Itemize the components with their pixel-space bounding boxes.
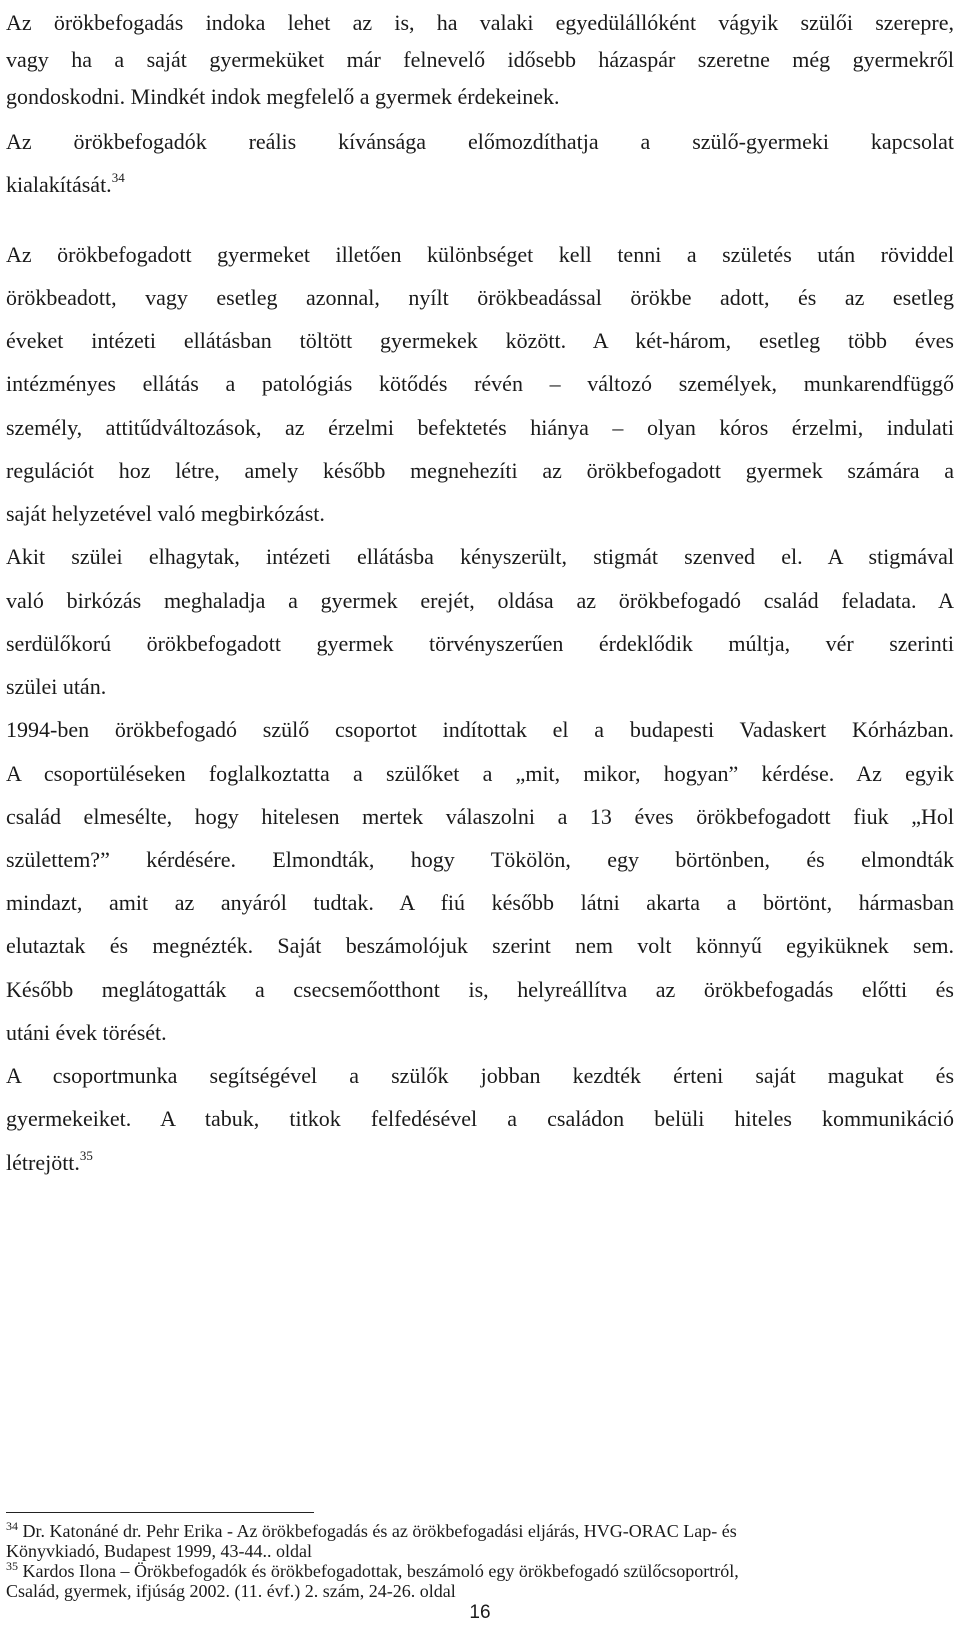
body-text-line: A csoportüléseken foglalkoztatta a szülőket a „mit, mikor, hogyan” kérdése. Az egyik [6,761,954,786]
body-text-line [6,172,954,198]
footnote-reference: 35 [79,1150,93,1163]
body-text-line: éveket intézeti ellátásban töltött gyermekek között. A két-három, esetleg több éves [6,328,954,353]
body-text-line: elutaztak és megnézték. Saját beszámolójuk szerint nem volt könnyű egyiküknek sem. [6,933,954,958]
body-text-line: saját helyzetével való megbirkózást. [6,501,325,526]
footnote-separator [6,1512,314,1513]
body-text-line: Az örökbefogadás indoka lehet az is, ha valaki egyedülállóként vágyik szülői szerepre, [6,10,954,35]
body-text-line: 1994-ben örökbefogadó szülő csoportot indítottak el a budapesti Vadaskert Kórházban. [6,717,954,742]
body-text-line: gyermekeiket. A tabuk, titkok felfedésével a családon belüli hiteles kommunikáció [6,1106,954,1131]
body-text-line: A csoportmunka segítségével a szülők jobban kezdték érteni saját magukat és [6,1063,954,1088]
body-text-line: gondoskodni. Mindkét indok megfelelő a gyermek érdekeinek. [6,84,560,109]
footnote-reference: 34 [111,172,125,185]
body-text-line: serdülőkorú örökbefogadott gyermek törvényszerűen érdeklődik múltja, vér szerinti [6,631,954,656]
footnote-text: Kardos Ilona – Örökbefogadók és örökbefogadottak, beszámoló egy örökbefogadó szülőcsoportról, [22,1561,739,1581]
body-text-line: szülei után. [6,674,107,699]
body-text-line: születtem?” kérdésére. Elmondták, hogy Tökölön, egy börtönben, és elmondták [6,847,954,872]
body-text-line: vagy ha a saját gyermeküket már felnevelő idősebb házaspár szeretne még gyermekről [6,47,954,72]
body-text-span: létrejött. [6,1150,80,1175]
body-text-line: Később meglátogatták a csecsemőotthont is, helyreállítva az örökbefogadás előtti és [6,977,954,1002]
footnote-35-line-2: Család, gyermek, ifjúság 2002. (11. évf.) 2. szám, 24-26. oldal [6,1581,456,1601]
body-text-span: kialakítását. [6,172,112,197]
body-text-line: Akit szülei elhagytak, intézeti ellátásba kényszerült, stigmát szenved el. A stigmával [6,544,954,569]
body-text-line: Az örökbefogadók reális kívánsága előmozdíthatja a szülő-gyermeki kapcsolat [6,129,954,154]
body-text-line: mindazt, amit az anyáról tudtak. A fiú később látni akarta a börtönt, hármasban [6,890,954,915]
body-text-line: család elmesélte, hogy hitelesen mertek válaszolni a 13 éves örökbefogadott fiuk „Hol [6,804,954,829]
body-text-line: intézményes ellátás a patológiás kötődés révén – változó személyek, munkarendfüggő [6,371,954,396]
footnote-35-line-1 [6,1561,954,1581]
body-text-line [6,1150,954,1176]
footnote-34-line-2: Könyvkiadó, Budapest 1999, 43-44.. oldal [6,1541,312,1561]
body-text-line: Az örökbefogadott gyermeket illetően különbséget kell tenni a születés után röviddel [6,242,954,267]
body-text-line: való birkózás meghaladja a gyermek erejét, oldása az örökbefogadó család feladata. A [6,588,954,613]
footnote-34-line-1 [6,1521,954,1541]
body-text-line: regulációt hoz létre, amely később megnehezíti az örökbefogadott gyermek számára a [6,458,954,483]
footnote-number: 35 [6,1561,18,1573]
footnote-number: 34 [6,1521,18,1533]
body-text-line: utáni évek törését. [6,1020,167,1045]
page-number: 16 [469,1602,491,1623]
body-text-line: örökbeadott, vagy esetleg azonnal, nyílt örökbeadással örökbe adott, és az esetleg [6,285,954,310]
footnote-text: Dr. Katonáné dr. Pehr Erika - Az örökbefogadás és az örökbefogadási eljárás, HVG-ORAC Lap- és [22,1521,737,1541]
body-text-line: személy, attitűdváltozások, az érzelmi befektetés hiánya – olyan kóros érzelmi, indulati [6,415,954,440]
